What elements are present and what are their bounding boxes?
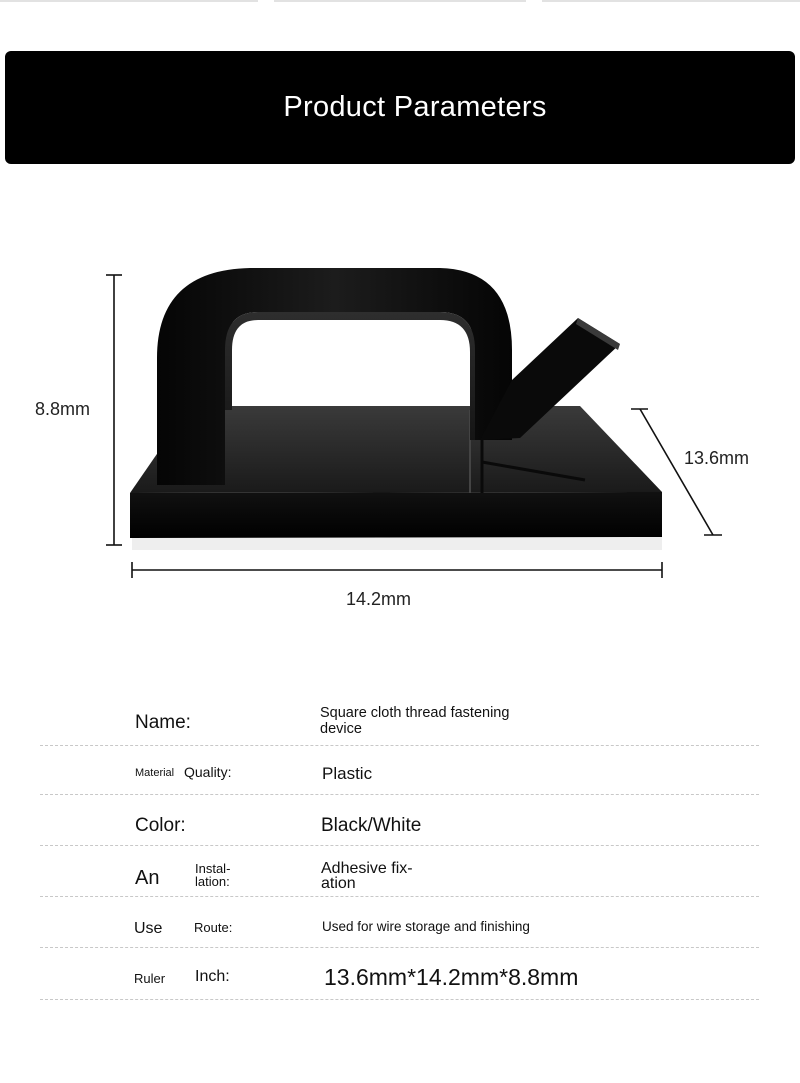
param-value [321,861,413,891]
param-value [320,705,509,737]
param-key: Ruler [134,971,166,986]
param-key: Material [135,767,175,779]
param-key: Name: [135,712,191,733]
page-title: Product Parameters [283,91,547,123]
param-value-line: ation [321,875,356,892]
param-value: 13.6mm*14.2mm*8.8mm [324,964,579,990]
param-key-sub: Route: [194,920,233,935]
param-value: Plastic [322,764,373,783]
table-row-color [40,795,759,846]
height-dimension-label: 8.8mm [35,399,91,419]
param-value: Black/White [321,815,422,836]
table-row-installation [40,846,759,897]
param-key: An [135,867,160,889]
table-row-use [40,897,759,948]
param-key: Color: [135,815,186,836]
param-key-sub [195,862,230,888]
param-value-line: device [320,721,362,737]
cable-clip-illustration [0,240,800,640]
table-row-material [40,746,759,795]
param-value: Used for wire storage and finishing [322,919,530,934]
product-dimension-figure [0,240,800,640]
parameters-table [40,692,759,1000]
width-dimension-label: 14.2mm [346,589,412,609]
param-value-line: Square cloth thread fastening [320,705,510,721]
param-key-sub-line: Instal- [195,861,231,876]
param-key-sub: Inch: [195,968,230,985]
param-key-sub-line: lation: [195,874,230,889]
table-row-ruler [40,948,759,1000]
param-key-sub: Quality: [184,764,232,780]
title-banner [5,51,795,164]
depth-dimension-label: 13.6mm [684,448,750,468]
table-row-name [40,692,759,746]
top-divider-lines [0,0,800,4]
param-value-line: Adhesive fix- [321,860,413,877]
param-key: Use [134,920,163,937]
